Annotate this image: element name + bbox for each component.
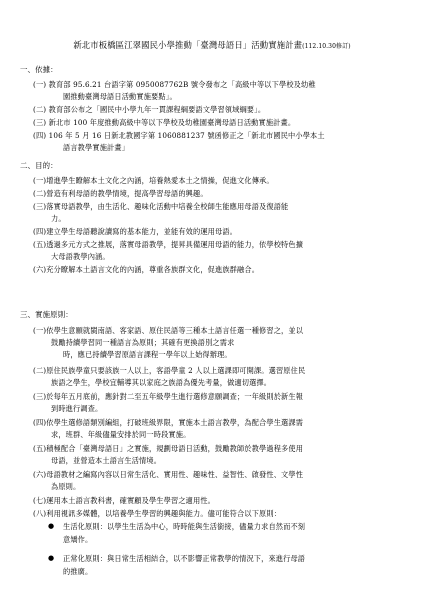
revision-date: (112.10.30修訂) bbox=[302, 43, 351, 50]
principle-item-1-cont: 鼓勵持續學習同一種語言為原則；其確有更換語別之需求 bbox=[51, 338, 235, 347]
basis-item-4-cont: 語言教學實施計畫」 bbox=[63, 143, 130, 152]
purpose-item-3-cont: 力。 bbox=[51, 214, 66, 223]
bullet-icon: ● bbox=[48, 554, 55, 562]
principle-item-6-cont: 為原則。 bbox=[51, 482, 81, 491]
bullet-icon: ● bbox=[48, 522, 55, 530]
basis-item-3: (三) 新北市 100 年度推動高級中等以下學校及幼稚園臺灣母語日活動實施計畫。 bbox=[33, 118, 296, 127]
principle-item-5-cont: 母語，並營造本土語言生活情境。 bbox=[51, 456, 162, 465]
purpose-item-6: (六)充分瞭解本土語言文化的內涵，尊重各族群文化，促進族群融合。 bbox=[33, 265, 260, 274]
principle-item-3-cont: 到時進行調查。 bbox=[51, 404, 103, 413]
section-heading: 二、目的： bbox=[20, 161, 58, 170]
basis-item-1-cont: 園推動臺灣母語日活動實施要點」。 bbox=[63, 92, 177, 101]
subpoint-2: 正常化原則：與日常生活相結合，以不影響正常教學的情況下，來進行母語 bbox=[63, 554, 306, 563]
title-main: 新北市板橋區江翠國民小學推動「臺灣母語日」活動實施計畫 bbox=[73, 40, 303, 50]
principle-item-3: (三)於每年五月底前，應針對二至五年級學生進行選修意願調查；一年級則於新生報 bbox=[33, 392, 304, 401]
purpose-item-2: (二)營造有利母語的教學情境，提高學習母語的興趣。 bbox=[33, 189, 208, 198]
principle-item-4-cont: 求，班群、年級儘量安排於同一時段實施。 bbox=[51, 430, 191, 439]
basis-item-2: (二) 教育部公布之「國民中小學九年一貫課程綱要語文學習領域綱要」。 bbox=[33, 105, 266, 114]
purpose-item-5: (五)透過多元方式之推展，落實母語教學，提昇具備運用母語的能力，依學校特色擴 bbox=[33, 240, 304, 249]
purpose-item-5-cont: 大母語教學內涵。 bbox=[51, 252, 110, 261]
subpoint-1: 生活化原則：以學生生活為中心，時時能與生活銜接，儘量力求自然而不刻 bbox=[63, 522, 306, 531]
purpose-item-3: (三)落實母語教學，由生活化、趣味化活動中培養全校師生能應用母語及復語能 bbox=[33, 202, 289, 211]
principle-item-1: (一)依學生意願就閩南語、客家語、原住民語等三種本土語言任選一種修習之，並以 bbox=[33, 326, 304, 335]
section-heading: 三、實施原則： bbox=[20, 310, 73, 319]
principle-item-6: (六)母語教材之編寫內容以日常生活化、實用性、趣味性、益智性、啟發性、文學性 bbox=[33, 470, 304, 479]
principle-item-8: (八)利用視訊多媒體，以培養學生學習的興趣與能力。儘可能符合以下原則： bbox=[33, 509, 282, 518]
principle-item-2: (二)原住民族學童只要該族一人以上，客語學童 2 人以上選課即可開課。選習原住民 bbox=[33, 366, 306, 375]
principle-item-5: (五)積極配合「臺灣母語日」之實施，規劃母語日活動，鼓勵教師於教學過程多使用 bbox=[33, 444, 304, 453]
principle-item-4: (四)依學生選修語類別編組，打破班級界限，實施本土語言教學，為配合學生選課需 bbox=[33, 418, 304, 427]
basis-item-4: (四) 106 年 5 月 16 日新北教國字第 1060881237 號函修正之「新北市國民中小學本土 bbox=[33, 131, 325, 140]
subpoint-1-cont: 意矯作。 bbox=[63, 535, 93, 544]
principle-item-1-cont2: 時，應已持續學習原語言課程一學年以上始得辦理。 bbox=[63, 350, 232, 359]
purpose-item-4: (四)建立學生母語聽說讀寫的基本能力，並能有效的運用母語。 bbox=[33, 227, 238, 236]
purpose-item-1: (一)增進學生瞭解本土文化之內涵，培養熱愛本土之情操，促進文化傳承。 bbox=[33, 176, 274, 185]
basis-item-1: (一) 教育部 95.6.21 台語字第 0950087762B 號令發布之「高級中等以下學校及幼稚 bbox=[33, 80, 316, 89]
subpoint-2-cont: 的推廣。 bbox=[63, 567, 93, 576]
document-title bbox=[0, 39, 424, 51]
principle-item-7: (七)運用本土語言教科書，確實顧及學生學習之適用性。 bbox=[33, 496, 216, 505]
principle-item-2-cont: 族語之學生，學校宜輔導其以家庭之族語為優先考量，做適切選擇。 bbox=[51, 378, 272, 387]
section-heading: 一、依據： bbox=[20, 65, 58, 74]
